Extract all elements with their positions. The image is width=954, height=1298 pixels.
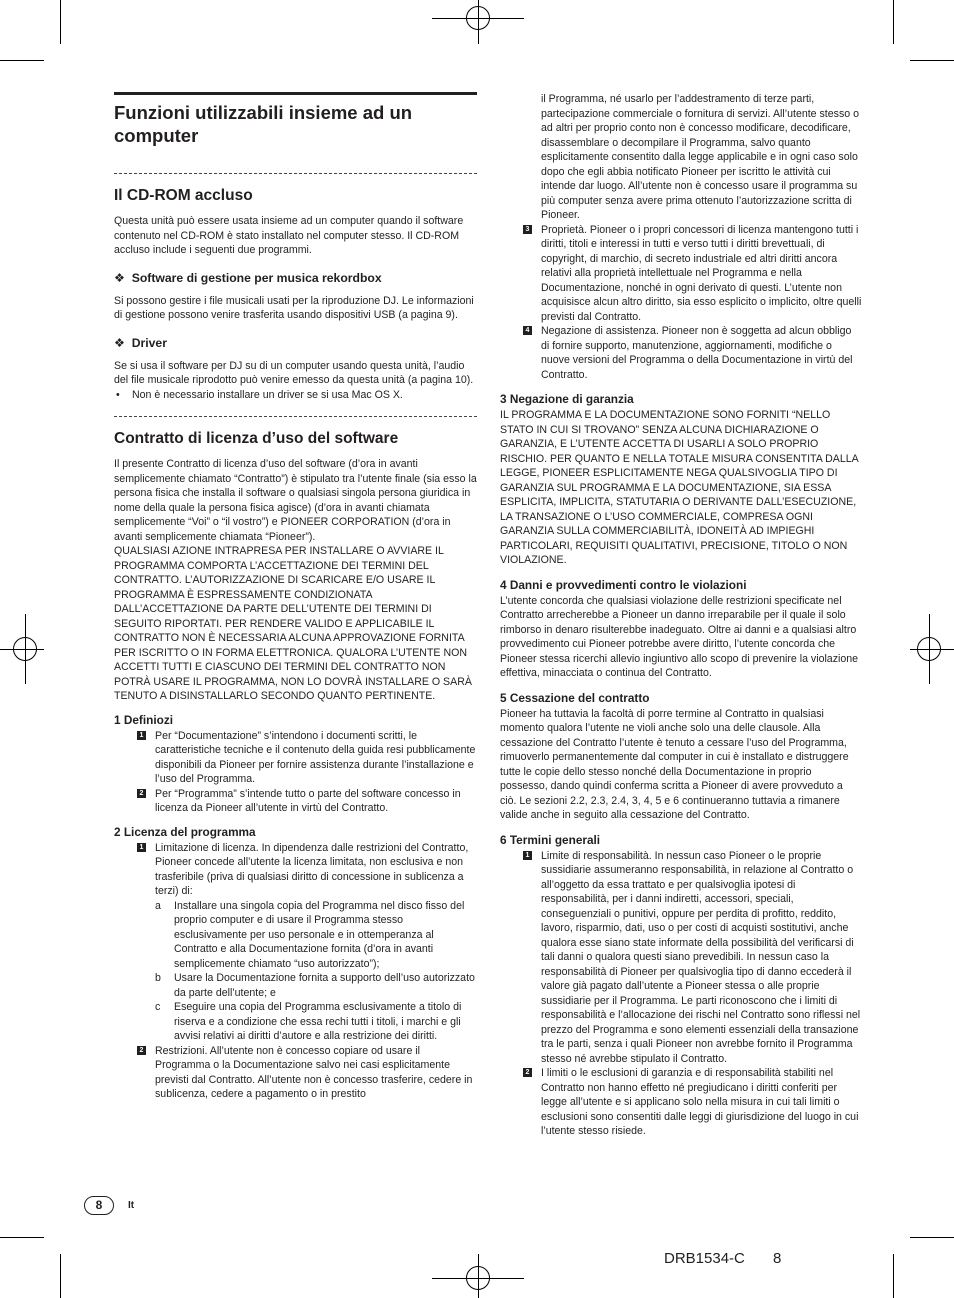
list-item: 1 Limitazione di licenza. In dipendenza dalle restrizioni del Contratto, Pioneer concede all’utente la licenza limitata, non esclusiva e non trasferibile (priva di qualsiasi diritto di concessione in sublicenza a terzi) di: [114,841,477,899]
section-divider [114,173,477,174]
license-heading: Contratto di licenza d’uso del software [114,430,399,447]
right-column [500,92,862,1139]
rekordbox-heading: ❖ Software di gestione per musica rekordbox [114,270,382,285]
list-item: 1 Per “Documentazione” s’intendono i documenti scritti, le caratteristiche tecniche e il contenuto della guida resi pubblicamente disponibili da Pioneer per fornire assistenza durante l’installazione e l’uso del Programma. [114,729,477,787]
license-intro: Il presente Contratto di licenza d’uso del software (d’ora in avanti semplicemente chiamato “Contratto”) è stipulato tra l’utente finale (sia esso la persona fisica che installa il software o qualsiasi singola persona giuridica in nome della quale la persona fisica agisce) (d’ora in avanti chiamata semplicemente “Voi” o “il vostro”) e PIONEER CORPORATION (d’ora in avanti semplicemente chiamata “Pioneer”). [114,458,477,543]
driver-heading: ❖ Driver [114,335,167,350]
s3-heading: 3 Negazione di garanzia [500,392,634,406]
driver-text: Se si usa il software per DJ su di un computer usando questa unità, l’audio del file musicale riprodotto può venire emesso da questa unità (a pagina 10). [114,359,474,386]
driver-bullet: • Non è necessario installare un driver se si usa Mac OS X. [116,388,403,401]
diamond-bullet-icon: ❖ [114,335,125,350]
s5-text: Pioneer ha tuttavia la facoltà di porre termine al Contratto in qualsiasi momento qualora l’utente ne violi anche solo una delle clausole. Alla cessazione del Contratto l’utente è tenuto a cessare l’uso del Programma, rimuoverlo permanentemente dal computer in cui è installato e distruggere tutte le copie dello stesso nonché della Documentazione in proprio possesso, dando quindi conferma scritta a Pioneer di avere provveduto a ciò. Le sezioni 2.2, 2.3, 2.4, 3, 4, 5 e 6 continueranno tuttavia a rimanere valide anche in seguito alla cessazione del Contratto. [500,707,849,821]
s1-heading: 1 Definiozi [114,712,173,727]
list-item: 2 I limiti o le esclusioni di garanzia e di responsabilità stabiliti nel Contratto non hanno effetto né pregiudicano i diritti conferiti per legge all’utente e si applicano solo nella misura in cui tali limiti o esclusioni sono consentiti dalle leggi di giurisdizione del luogo in cui l’utente stesso risiede. [500,1066,862,1139]
s2-item2-part2: il Programma, né usarlo per l’addestramento di terze parti, partecipazione commerciale o fornitura di servizi. All’utente stesso o ad altri per proprio conto non è concesso modificare, decodificare, disassemblare o decompilare il Programma, salvo quanto esplicitamente consentito dalla legge applicabile e in ogni caso solo dopo che egli abbia notificato Pioneer per iscritto le attività cui intende dar luogo. All’utente non è concesso usare il programma su più computer senza avere prima ottenuto l’autorizzazione scritta di Pioneer. [541,93,859,221]
list-item: 1 Limite di responsabilità. In nessun caso Pioneer o le proprie sussidiarie assumeranno responsabilità, in relazione al Contratto o all’oggetto da essa trattato e per qualsivoglia ipotesi di responsabilità, per i danni indiretti, accessori, speciali, conseguenziali o punitivi, oppure per perdita di profitto, reddito, lavoro, risparmio, dati, uso o per costi di acquisti sostitutivi, anche qualora esse siano state informate della possibilità del verificarsi di tali danni o qualora questi siano prevedibili. In nessun caso la responsabilità di Pioneer per qualsivoglia tipo di danno eccederà il valore già pagato dall’utente a Pioneer stessa o alle proprie sussidiarie per il Programma. Le parti riconoscono che i limiti di responsabilità e l’allocazione dei rischi nel Contratto sono riflessi nel prezzo del Programma e sono elementi essenziali della transazione tra le parti, senza i quali Pioneer non avrebbe fornito il Programma stesso né avrebbe stipulato il Contratto. [500,849,862,1067]
document-page: 8 [773,1250,782,1267]
s4-text: L’utente concorda che qualsiasi violazione delle restrizioni specificate nel Contratto arrecherebbe a Pioneer un danno irreparabile per il quale il solo rimborso in denaro risulterebbe inadeguato. Oltre ai danni e a qualsiasi altro provvedimento cui Pioneer potrebbe avere diritto, l’utente concorda che Pioneer stessa ricerchi allevio ingiuntivo allo scopo di prevenire la violazione effettiva, minacciata o continua del Contratto. [500,594,859,679]
page-number-badge: 8 [84,1196,114,1215]
sub-item: a Installare una singola copia del Programma nel disco fisso del proprio computer e di usare il Programma stesso esclusivamente per uso personale e in ottemperanza al Contratto e alla Documentazione fornita (d’ora in avanti semplicemente chiamato “uso autorizzato”); [155,899,465,970]
diamond-bullet-icon: ❖ [114,270,125,285]
s3-text: IL PROGRAMMA E LA DOCUMENTAZIONE SONO FORNITI “NELLO STATO IN CUI SI TROVANO” SENZA ALCUNA DICHIARAZIONE O GARANZIA, E L’UTENTE ACCETTA DI USARLI A SOLO PROPRIO RISCHIO. PER QUANTO E NELLA TOTALE MISURA CONSENTITA DALLA LEGGE, PIONEER ESPLICITAMENTE NEGA QUALSIVOGLIA TIPO DI GARANZIA SUL PROGRAMMA E LA DOCUMENTAZIONE, SIA ESSA ESPLICITA, IMPLICITA, STATUTARIA O DERIVANTE DALL’ESECUZIONE, LA TRANSAZIONE O L’USO COMMERCIALE, COMPRESA OGNI GARANZIA SULLA COMMERCIABILITÀ, IDONEITÀ AD IMPIEGHI PARTICOLARI, REQUISITI QUALITATIVI, PRECISIONE, TITOLO O NON VIOLAZIONE. [500,409,859,566]
sub-item: c Eseguire una copia del Programma esclusivamente a titolo di riserva e a condizione che essa rechi tutti i titoli, i marchi e gli avvisi relativi ai diritti d’autore e alla restrizione dei diritti. [155,1001,462,1042]
s6-heading: 6 Termini generali [500,832,601,847]
license-intro-caps: QUALSIASI AZIONE INTRAPRESA PER INSTALLARE O AVVIARE IL PROGRAMMA COMPORTA L’ACCETTAZIONE DEI TERMINI DEL CONTRATTO. L’AUTORIZZAZIONE DI SCARICARE E/O USARE IL PROGRAMMA È ESPRESSAMENTE CONDIZIONATA DALL’ACCETTAZIONE DA PARTE DELL’UTENTE DEI TERMINI DI SEGUITO RIPORTATI. PER RENDERE VALIDO E APPLICABILE IL CONTRATTO NON È NECESSARIA ALCUNA APPROVAZIONE FORNITA PER ISCRITTO O IN FORMA ELETTRONICA. QUALORA L’UTENTE NON ACCETTI TUTTI E CIASCUNO DEI TERMINI DEL CONTRATTO NON POTRÀ USARE IL PROGRAMMA, NON LO DOVRÀ INSTALLARE O SARÀ TENUTO A DISINSTALLARLO SECONDO QUANTO PERTINENTE. [114,545,472,702]
s4-heading: 4 Danni e provvedimenti contro le violazioni [500,577,747,592]
page-title: Funzioni utilizzabili insieme ad un computer [114,102,413,146]
language-code: It [128,1200,135,1211]
cdrom-intro: Questa unità può essere usata insieme ad un computer quando il software contenuto nel CD-ROM è stato installato nel computer stesso. Il CD-ROM accluso include i seguenti due programmi. [114,215,464,256]
section-divider [114,416,477,417]
title-rule [114,92,477,95]
s5-heading: 5 Cessazione del contratto [500,690,650,705]
cdrom-heading: Il CD-ROM accluso [114,187,253,204]
document-code: DRB1534-C [664,1250,745,1267]
list-item: 4 Negazione di assistenza. Pioneer non è soggetta ad alcun obbligo di fornire supporto, manutenzione, aggiornamenti, modifiche o nuove versioni del Programma o della Documentazione in virtù del Contratto. [500,324,862,382]
rekordbox-text: Si possono gestire i file musicali usati per la riproduzione DJ. Le informazioni di gestione possono venire trasferita usando dispositivi USB (a pagina 9). [114,294,474,321]
s2-item2-part1: Restrizioni. All’utente non è concesso copiare od usare il Programma o la Documentazione salvo nei casi esplicitamente previsti dal Contratto. All’utente non è concesso trasferire, cedere in sublicenza, cedere a pagamento o in prestito [155,1044,473,1100]
list-item-continued [500,92,862,223]
sub-item: b Usare la Documentazione fornita a supporto dell’uso autorizzato da parte dell’utente; e [155,972,475,999]
list-item: 2 Restrizioni. All’utente non è concesso copiare od usare il Programma o la Documentazione salvo nei casi esplicitamente previsti dal Contratto. All’utente non è concesso trasferire, cedere in sublicenza, cedere a pagamento o in prestito [114,1044,477,1102]
left-column [114,92,477,1102]
s2-heading: 2 Licenza del programma [114,824,256,839]
list-item: 3 Proprietà. Pioneer o i propri concessori di licenza mantengono tutti i diritti, titoli e interessi in tutti e verso tutti i diritti brevettuali, di copyright, di marchio, di secreto industriale ed altri diritti ancora relativi alla proprietà intellettuale nel Programma e nella Documentazione, nonché in ogni derivato di questi. L’utente non acquisisce alcun altro diritto, sia esso esplicito o implicito, oltre quelli previsti dal Contratto. [500,223,862,325]
list-item: 2 Per “Programma” s’intende tutto o parte del software concesso in licenza da Pioneer all’utente in virtù del Contratto. [114,787,477,816]
